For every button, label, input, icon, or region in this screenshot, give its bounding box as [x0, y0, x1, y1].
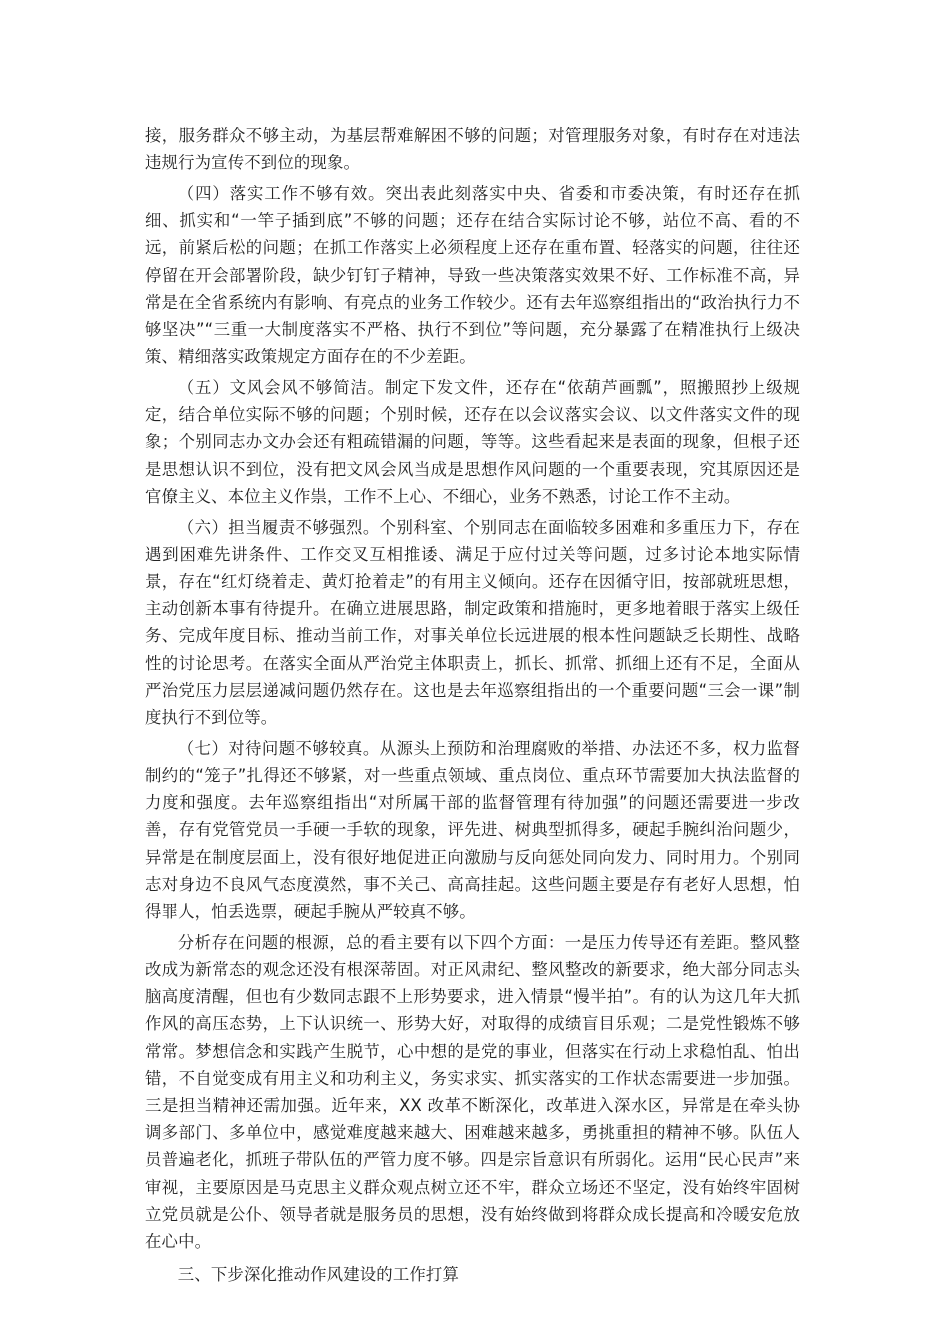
- document-page: [145, 122, 800, 1289]
- paragraph-section-6: （六）担当履责不够强烈。个别科室、个别同志在面临较多困难和多重压力下，存在遇到困难先讲条件、工作交叉互相推诿、满足于应付过关等问题，过多讨论本地实际情景，存在“红灯绕着走、黄灯抢着走”的有用主义倾向。还存在因循守旧，按部就班思想，主动创新本事有待提升。在确立进展思路，制定政策和措施时，更多地着眼于落实上级任务、完成年度目标、推动当前工作，对事关单位长远进展的根本性问题缺乏长期性、战略性的讨论思考。在落实全面从严治党主体职责上，抓长、抓常、抓细上还有不足，全面从严治党压力层层递减问题仍然存在。这也是去年巡察组指出的一个重要问题“三会一课”制度执行不到位等。: [145, 517, 800, 728]
- section-heading-3: 三、下步深化推动作风建设的工作打算: [177, 1265, 459, 1285]
- paragraph-root-cause-analysis: 分析存在问题的根源，总的看主要有以下四个方面：一是压力传导还有差距。整风整改成为新常态的观念还没有根深蒂固。对正风肃纪、整风整改的新要求，绝大部分同志头脑高度清醒，但也有少数同志跟不上形势要求，进入情景“慢半拍”。有的认为这几年大抓作风的高压态势，上下认识统一、形势大好，对取得的成绩盲目乐观；二是党性锻炼不够常常。梦想信念和实践产生脱节，心中想的是党的事业，但落实在行动上求稳怕乱、怕出错，不自觉变成有用主义和功利主义，务实求实、抓实落实的工作状态需要进一步加强。三是担当精神还需加强。近年来，XX 改革不断深化，改革进入深水区，异常是在牵头协调多部门、多单位中，感觉难度越来越大、困难越来越多，勇挑重担的精神不够。队伍人员普遍老化，抓班子带队伍的严管力度不够。四是宗旨意识有所弱化。运用“民心民声”来审视，主要原因是马克思主义群众观点树立还不牢，群众立场还不坚定，没有始终牢固树立党员就是公仆、领导者就是服务员的思想，没有始终做到将群众成长提高和冷暖安危放在心中。: [145, 932, 800, 1252]
- paragraph-section-5: （五）文风会风不够简洁。制定下发文件，还存在“依葫芦画瓢”，照搬照抄上级规定，结合单位实际不够的问题；个别时候，还存在以会议落实会议、以文件落实文件的现象；个别同志办文办会还有粗疏错漏的问题，等等。这些看起来是表面的现象，但根子还是思想认识不到位，没有把文风会风当成是思想作风问题的一个重要表现，究其原因还是官僚主义、本位主义作祟，工作不上心、不细心，业务不熟悉，讨论工作不主动。: [145, 378, 800, 506]
- paragraph-section-4: （四）落实工作不够有效。突出表此刻落实中央、省委和市委决策，有时还存在抓细、抓实和“一竿子插到底”不够的问题；还存在结合实际讨论不够，站位不高、看的不远，前紧后松的问题；在抓工作落实上必须程度上还存在重布置、轻落实的问题，往往还停留在开会部署阶段，缺少钉钉子精神，导致一些决策落实效果不好、工作标准不高，异常是在全省系统内有影响、有亮点的业务工作较少。还有去年巡察组指出的“政治执行力不够坚决”“三重一大制度落实不严格、执行不到位”等问题，充分暴露了在精准执行上级决策、精细落实政策规定方面存在的不少差距。: [145, 184, 800, 367]
- paragraph-continuation: 接，服务群众不够主动，为基层帮难解困不够的问题；对管理服务对象，有时存在对违法违规行为宣传不到位的现象。: [145, 126, 800, 173]
- paragraph-section-7: （七）对待问题不够较真。从源头上预防和治理腐败的举措、办法还不多，权力监督制约的“笼子”扎得还不够紧，对一些重点领域、重点岗位、重点环节需要加大执法监督的力度和强度。去年巡察组指出“对所属干部的监督管理有待加强”的问题还需要进一步改善，存有党管党员一手硬一手软的现象，评先进、树典型抓得多，硬起手腕纠治问题少，异常是在制度层面上，没有很好地促进正向激励与反向惩处同向发力、同时用力。个别同志对身边不良风气态度漠然，事不关己、高高挂起。这些问题主要是存有老好人思想，怕得罪人，怕丢选票，硬起手腕从严较真不够。: [145, 738, 800, 922]
